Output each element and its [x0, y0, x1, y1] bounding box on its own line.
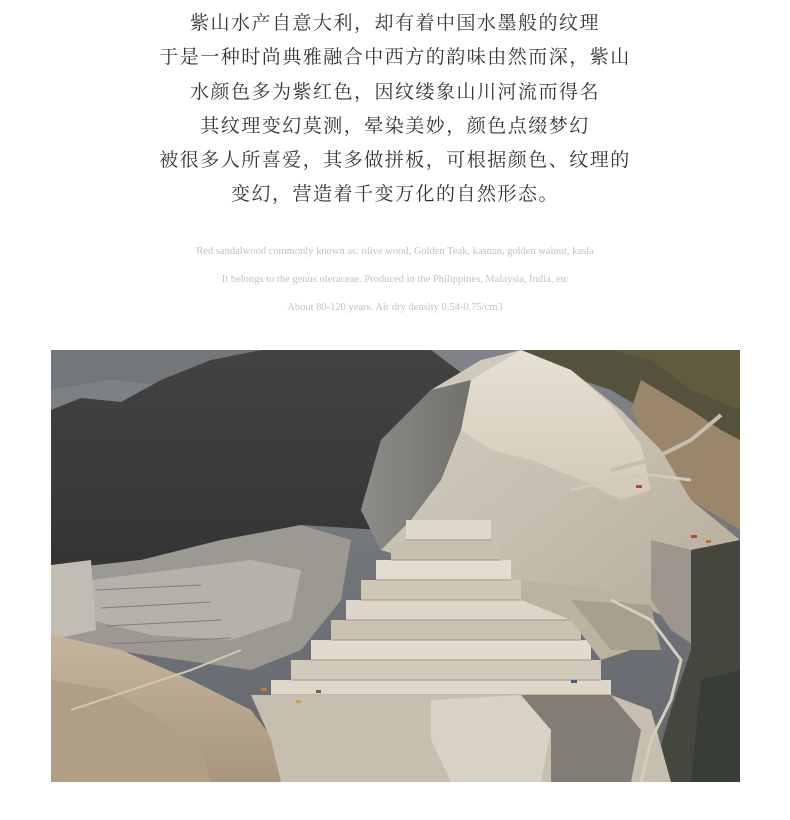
description-line-3: 水颜色多为紫红色，因纹缕象山川河流而得名 — [189, 80, 600, 103]
description-line-6: 变幻，营造着千变万化的自然形态。 — [230, 183, 559, 206]
marble-quarry-illustration — [51, 350, 740, 782]
caption-line-1: Red sandalwood commonly known as: olive wood, Golden Teak, kasnan, golden walnut, kasla — [196, 246, 594, 257]
chinese-description — [0, 6, 790, 212]
caption-line-2: It belongs to the genus oleraceae. Produced in the Philippines, Malaysia, India, etc — [221, 274, 569, 285]
description-line-1: 紫山水产自意大利，却有着中国水墨般的纹理 — [189, 12, 600, 34]
description-line-2: 于是一种时尚典雅融合中西方的韵味由然而深，紫山 — [159, 46, 631, 69]
description-line-5: 被很多人所喜爱，其多做拼板，可根据颜色、纹理的 — [159, 149, 631, 172]
description-line-4: 其纹理变幻莫测，晕染美妙，颜色点缀梦幻 — [200, 114, 590, 137]
caption-line-3: About 80-120 years. Air dry density 0.54-0.75/cm3 — [287, 302, 503, 313]
english-caption — [0, 238, 790, 322]
marble-quarry-photo — [51, 350, 740, 782]
